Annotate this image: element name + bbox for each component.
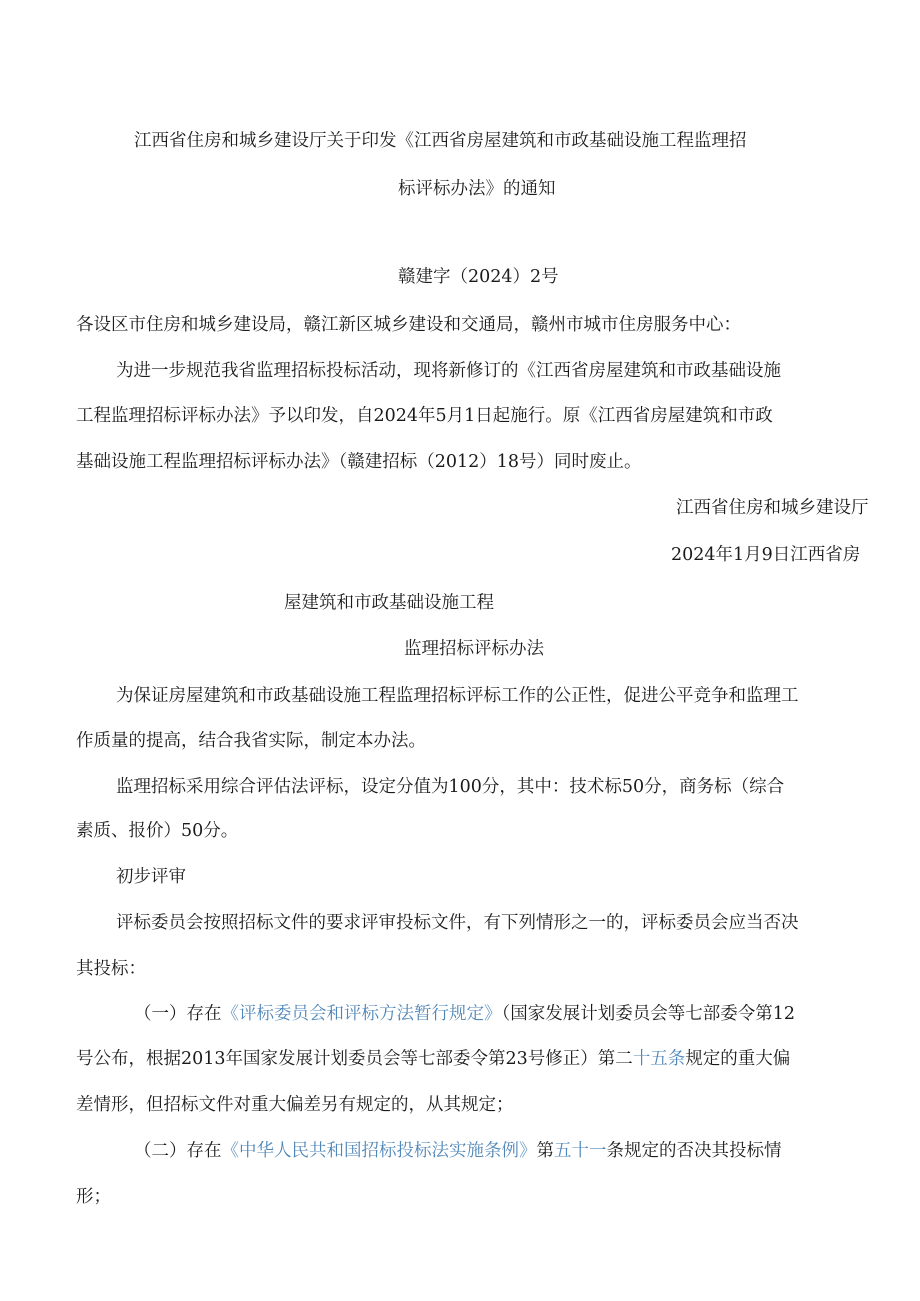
purpose-line2: 作质量的提高，结合我省实际，制定本办法。 [76, 731, 426, 751]
review-rule-line2: 其投标： [76, 959, 146, 979]
item1-line2-end: 规定的重大偏 [685, 1049, 791, 1069]
document-title-line2: 标评标办法》的通知 [398, 179, 556, 199]
attachment-title-line1: 屋建筑和市政基础设施工程 [284, 593, 494, 613]
method-line2: 素质、报价）50分。 [76, 821, 239, 841]
item1-rest: （国家发展计划委员会等七部委令第12 [501, 1004, 796, 1024]
article-link[interactable]: 十五条 [632, 1049, 686, 1069]
notice-line2: 工程监理招标评标办法》予以印发，自2024年5月1日起施行。原《江西省房屋建筑和市政 [76, 406, 773, 426]
document-title-line1: 江西省住房和城乡建设厅关于印发《江西省房屋建筑和市政基础设施工程监理招 [134, 131, 747, 151]
review-rule-line1: 评标委员会按照招标文件的要求评审投标文件，有下列情形之一的，评标委员会应当否决 [116, 913, 799, 933]
article-link[interactable]: 五十一 [554, 1141, 607, 1161]
recipients: 各设区市住房和城乡建设局，赣江新区城乡建设和交通局，赣州市城市住房服务中心： [76, 315, 741, 335]
signature-date: 2024年1月9日江西省房 [671, 545, 861, 565]
document-number: 赣建字（2024）2号 [398, 267, 559, 287]
section-heading: 初步评审 [116, 867, 186, 887]
item1-line3: 差情形，但招标文件对重大偏差另有规定的，从其规定； [76, 1095, 514, 1115]
regulation-link[interactable]: 《评标委员会和评标方法暂行规定》 [221, 1004, 502, 1024]
purpose-line1: 为保证房屋建筑和市政基础设施工程监理招标评标工作的公正性，促进公平竞争和监理工 [116, 686, 799, 706]
notice-line1: 为进一步规范我省监理招标投标活动，现将新修订的《江西省房屋建筑和市政基础设施 [116, 361, 781, 381]
item2-mid: 第 [536, 1141, 554, 1161]
signature-org: 江西省住房和城乡建设厅 [676, 498, 869, 518]
item2-line2: 形； [76, 1187, 111, 1207]
law-link[interactable]: 《中华人民共和国招标投标法实施条例》 [221, 1141, 537, 1161]
item2-rest: 条规定的否决其投标情 [606, 1141, 782, 1161]
item1-line2 [76, 1048, 790, 1070]
attachment-title-line2: 监理招标评标办法 [404, 639, 544, 659]
notice-line3: 基础设施工程监理招标评标办法》（赣建招标（2012）18号）同时废止。 [76, 452, 642, 472]
item1-prefix: （一）存在 [134, 1004, 222, 1024]
method-line1: 监理招标采用综合评估法评标，设定分值为100分，其中：技术标50分，商务标（综合 [116, 777, 785, 797]
item1-line1 [134, 1003, 795, 1025]
item1-line2-start: 号公布，根据2013年国家发展计划委员会等七部委令第23号修正）第二 [76, 1049, 633, 1069]
item2-prefix: （二）存在 [134, 1141, 222, 1161]
item2-line1 [134, 1140, 782, 1162]
